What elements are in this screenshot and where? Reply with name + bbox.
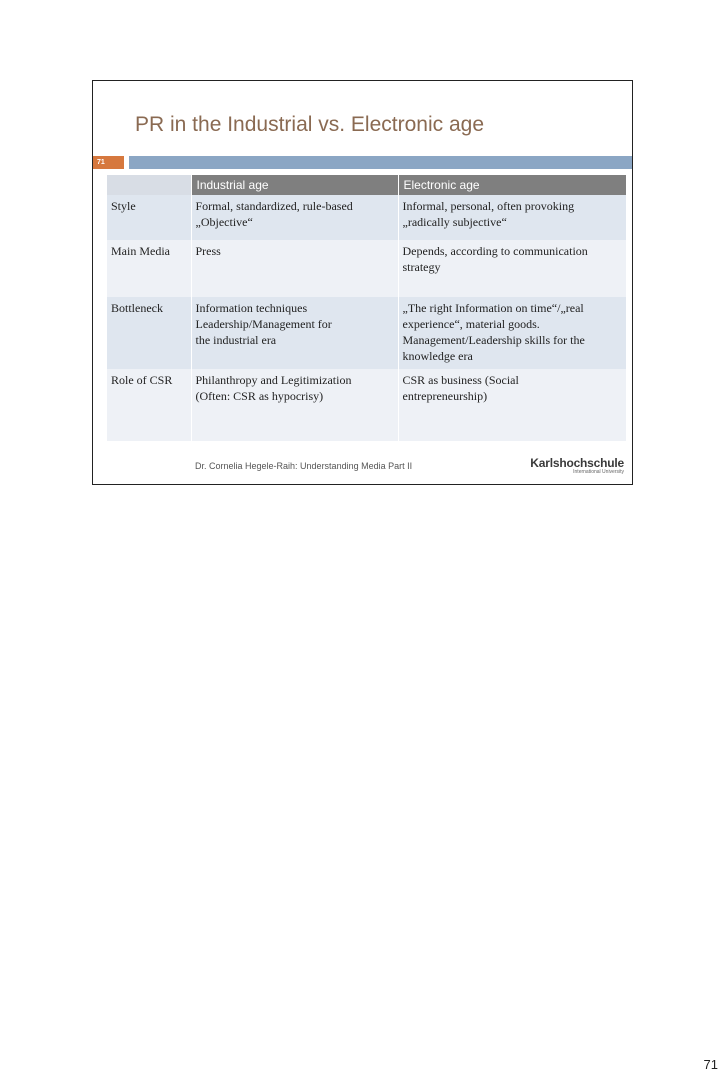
slide <box>92 80 633 485</box>
table-cell: Depends, according to communication strategy <box>398 240 626 297</box>
page-number: 71 <box>703 1057 718 1072</box>
row-label: Style <box>107 195 191 240</box>
logo-name: Karlshochschule <box>530 456 624 470</box>
slide-number-badge: 71 <box>93 156 124 169</box>
table-row <box>107 195 626 240</box>
table-row <box>107 240 626 297</box>
table-row <box>107 297 626 369</box>
slide-title: PR in the Industrial vs. Electronic age <box>135 113 485 136</box>
table-header-cell <box>107 175 191 195</box>
slide-footer: Dr. Cornelia Hegele-Raih: Understanding Media Part II <box>195 461 413 471</box>
table-cell: Philanthropy and Legitimization (Often: CSR as hypocrisy) <box>191 369 398 441</box>
table-header-row <box>107 175 626 195</box>
table-cell: Informal, personal, often provoking „radically subjective“ <box>398 195 626 240</box>
university-logo <box>530 456 624 475</box>
table-cell: „The right Information on time“/„real experience“, material goods. Management/Leadership skills for the knowledge era <box>398 297 626 369</box>
row-label: Bottleneck <box>107 297 191 369</box>
table-row <box>107 369 626 441</box>
table-header-cell: Industrial age <box>191 175 398 195</box>
table-cell: Formal, standardized, rule-based „Objective“ <box>191 195 398 240</box>
table-cell: CSR as business (Social entrepreneurship) <box>398 369 626 441</box>
table-cell: Information techniques Leadership/Management for the industrial era <box>191 297 398 369</box>
table-header-cell: Electronic age <box>398 175 626 195</box>
row-label: Role of CSR <box>107 369 191 441</box>
logo-subtitle: International University <box>573 469 624 475</box>
table-cell: Press <box>191 240 398 297</box>
title-underline-bar <box>129 156 632 169</box>
row-label: Main Media <box>107 240 191 297</box>
comparison-table <box>107 175 627 441</box>
